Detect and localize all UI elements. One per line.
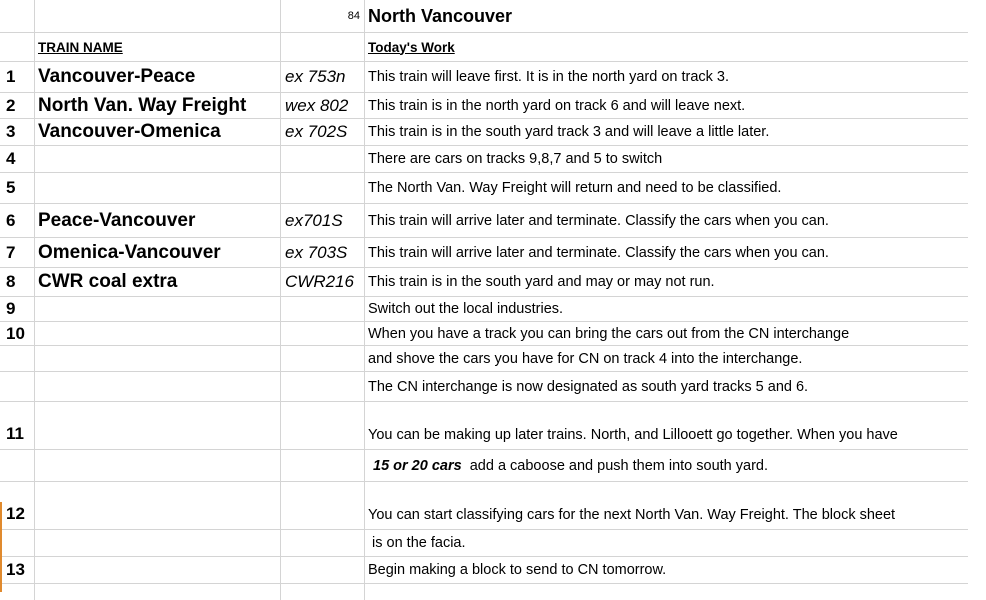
row-number[interactable]: 6 [0,204,35,237]
row-number[interactable]: 9 [0,297,35,321]
row-number[interactable]: 2 [0,93,35,118]
train-name[interactable]: Vancouver-Peace [35,62,281,92]
table-row [0,268,968,297]
train-name[interactable] [35,322,281,345]
table-row [0,402,968,450]
cell-code[interactable] [281,33,365,61]
train-name[interactable] [35,297,281,321]
table-row [0,450,968,482]
cell-num[interactable] [0,33,35,61]
table-row [0,297,968,322]
row-number[interactable] [0,346,35,371]
row-number[interactable]: 4 [0,146,35,172]
row-number[interactable] [0,372,35,401]
table-row [0,173,968,204]
train-code[interactable] [281,530,365,556]
train-code[interactable]: wex 802 [281,93,365,118]
row-number[interactable]: 10 [0,322,35,345]
work-text[interactable]: Begin making a block to send to CN tomorrow. [368,562,667,578]
row-selection-indicator [0,502,2,592]
work-text[interactable]: and shove the cars you have for CN on track 4 into the interchange. [368,350,803,367]
train-name[interactable]: Vancouver-Omenica [35,119,281,145]
table-row [0,238,968,268]
train-code[interactable] [281,297,365,321]
work-text[interactable]: The North Van. Way Freight will return and need to be classified. [368,180,782,196]
train-code[interactable] [281,146,365,172]
work-text[interactable]: is on the facia. [368,535,466,551]
train-code[interactable] [281,322,365,345]
table-row [0,62,968,93]
table-row [0,146,968,173]
row-number[interactable]: 3 [0,119,35,145]
train-code[interactable] [281,584,365,600]
table-row [0,346,968,372]
row-number[interactable] [0,450,35,481]
work-text[interactable]: You can start classifying cars for the next North Van. Way Freight. The block sheet [368,507,896,523]
train-name[interactable] [35,146,281,172]
train-name[interactable] [35,482,281,529]
train-name[interactable]: Peace-Vancouver [35,204,281,237]
work-text[interactable] [365,584,968,600]
train-name[interactable] [35,173,281,203]
train-name[interactable]: CWR coal extra [35,268,281,296]
work-text[interactable]: This train is in the north yard on track 6 and will leave next. [368,97,746,114]
train-name[interactable] [35,402,281,449]
cell-name[interactable] [35,0,281,32]
table-row [0,119,968,146]
work-text[interactable]: This train will arrive later and terminate. Classify the cars when you can. [368,212,829,229]
train-name[interactable] [35,557,281,583]
row-number[interactable]: 5 [0,173,35,203]
work-text[interactable]: This train will arrive later and terminate. Classify the cars when you can. [368,244,829,261]
train-code[interactable] [281,482,365,529]
header-row [0,33,968,62]
work-text[interactable]: This train is in the south yard and may or may not run. [368,274,715,290]
train-name[interactable] [35,530,281,556]
train-name-header[interactable]: TRAIN NAME [35,33,281,61]
train-name[interactable] [35,372,281,401]
train-code[interactable] [281,372,365,401]
work-text-rest: add a caboose and push them into south yard. [461,457,769,474]
page-title[interactable]: North Vancouver [368,5,513,26]
car-count-emphasis: 15 or 20 cars [373,457,462,474]
train-code[interactable]: CWR216 [281,268,365,296]
train-code[interactable]: ex 702S [281,119,365,145]
work-text[interactable] [365,450,968,481]
train-name[interactable] [35,584,281,600]
page-number[interactable]: 84 [281,0,365,32]
table-row [0,204,968,238]
row-number[interactable]: 13 [0,557,35,583]
row-number[interactable] [0,530,35,556]
row-number[interactable]: 1 [0,62,35,92]
table-row [0,372,968,402]
table-row [0,584,968,600]
train-code[interactable]: ex 703S [281,238,365,267]
train-code[interactable]: ex701S [281,204,365,237]
work-text[interactable]: This train will leave first. It is in the north yard on track 3. [368,69,730,85]
table-row [0,557,968,584]
train-code[interactable] [281,557,365,583]
train-name[interactable]: North Van. Way Freight [35,93,281,118]
row-number[interactable]: 7 [0,238,35,267]
train-name[interactable]: Omenica-Vancouver [35,238,281,267]
train-code[interactable] [281,402,365,449]
table-row [0,322,968,346]
row-number[interactable] [0,584,35,600]
row-number[interactable]: 8 [0,268,35,296]
work-text[interactable]: You can be making up later trains. North, and Lillooett go together. When you have [368,427,898,443]
row-number[interactable]: 11 [0,402,35,449]
work-text[interactable]: Switch out the local industries. [368,301,564,317]
train-name[interactable] [35,346,281,371]
table-row [0,530,968,557]
table-row [0,93,968,119]
work-text[interactable]: The CN interchange is now designated as south yard tracks 5 and 6. [368,378,809,395]
todays-work-header[interactable]: Today's Work [368,39,455,55]
train-code[interactable] [281,450,365,481]
train-code[interactable] [281,346,365,371]
work-text[interactable]: When you have a track you can bring the cars out from the CN interchange [368,325,850,342]
train-name[interactable] [35,450,281,481]
train-code[interactable] [281,173,365,203]
row-number[interactable]: 12 [0,482,35,529]
table-row [0,482,968,530]
cell-num[interactable] [0,0,35,32]
work-text[interactable]: There are cars on tracks 9,8,7 and 5 to switch [368,151,663,167]
title-row [0,0,968,33]
work-text[interactable]: This train is in the south yard track 3 and will leave a little later. [368,124,770,140]
train-code[interactable]: ex 753n [281,62,365,92]
